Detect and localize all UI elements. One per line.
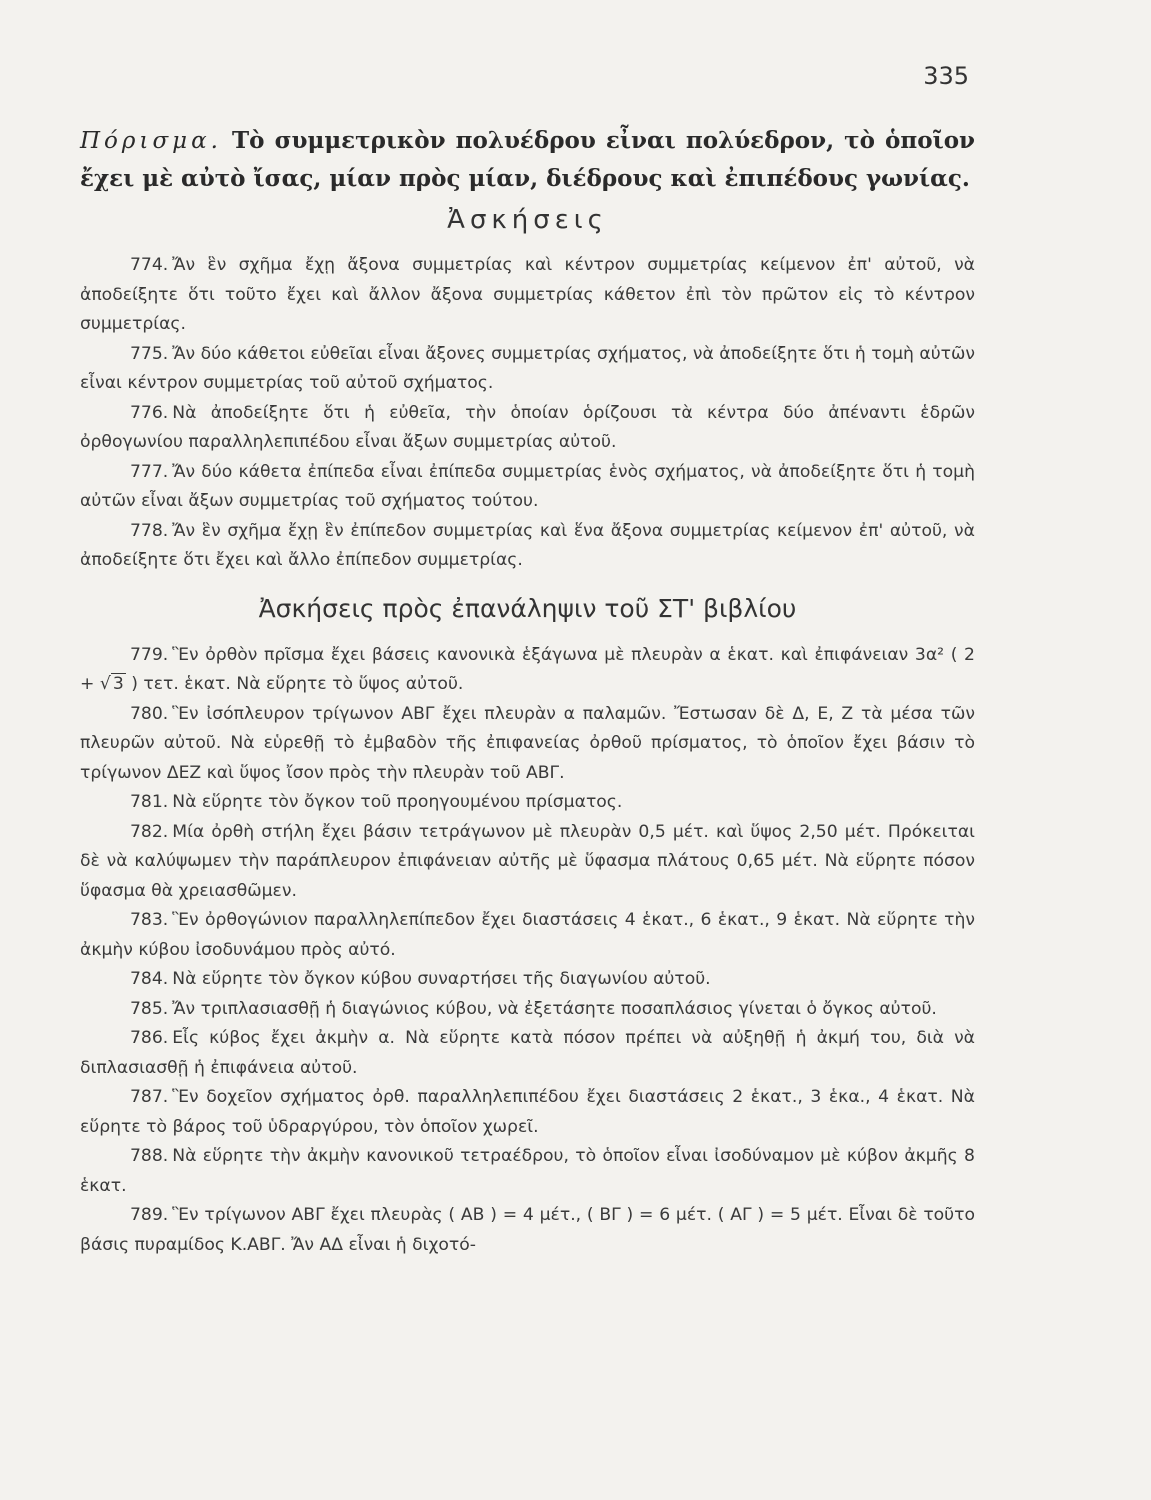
page-content (80, 122, 975, 1260)
exercise-list-2 (80, 641, 975, 1261)
page-number: 335 (923, 62, 969, 90)
exercise-text: Ἄν δύο κάθετοι εὐθεῖαι εἶναι ἄξονες συμμετρίας σχήματος, νὰ ἀποδείξητε ὅτι ἡ τομὴ αὐτῶν εἶναι κέντρον συμμετρίας τοῦ αὐτοῦ σχήματος. (80, 343, 975, 393)
exercise-text: Ἄν δύο κάθετα ἐπίπεδα εἶναι ἐπίπεδα συμμετρίας ἑνὸς σχήματος, νὰ ἀποδείξητε ὅτι ἡ τομὴ αὐτῶν εἶναι ἄξων συμμετρίας τοῦ σχήματος τούτου. (80, 461, 975, 511)
exercise-785 (80, 995, 975, 1025)
exercise-number: 782. (130, 821, 169, 842)
exercise-text: Ἓν τρίγωνον ΑΒΓ ἔχει πλευρὰς ( ΑΒ ) = 4 μέτ., ( ΒΓ ) = 6 μέτ. ( ΑΓ ) = 5 μέτ. Εἶναι δὲ τοῦτο βάσις πυραμίδος Κ.ΑΒΓ. Ἄν ΑΔ εἶναι ἡ διχοτό- (80, 1205, 975, 1255)
exercise-number: 780. (130, 703, 169, 724)
porisma-text: Τὸ συμμετρικὸν πολυέδρου εἶναι πολύεδρον, τὸ ὁποῖον ἔχει μὲ αὐτὸ ἴσας, μίαν πρὸς μίαν, διέδρους καὶ ἐπιπέδους γωνίας. (80, 127, 976, 192)
exercise-text: Ἄν ἓν σχῆμα ἔχῃ ἄξονα συμμετρίας καὶ κέντρον συμμετρίας κείμενον ἐπ' αὐτοῦ, νὰ ἀποδείξητε ὅτι τοῦτο ἔχει καὶ ἄλλον ἄξονα συμμετρίας κάθετον ἐπὶ τὸν πρῶτον εἰς τὸ κέντρον συμμετρίας. (80, 255, 975, 334)
exercise-775 (80, 340, 975, 399)
exercise-777 (80, 458, 975, 517)
exercise-list-1 (80, 251, 975, 576)
exercise-number: 776. (130, 402, 169, 423)
exercise-781 (80, 788, 975, 818)
section-heading-review-exercises: Ἀσκήσεις πρὸς ἐπανάληψιν τοῦ ΣΤ' βιβλίου (258, 593, 797, 623)
exercise-number: 784. (130, 969, 169, 989)
exercise-text: Ἓν ὀρθογώνιον παραλληλεπίπεδον ἔχει διαστάσεις 4 ἑκατ., 6 ἑκατ., 9 ἑκατ. Νὰ εὕρητε τὴν ἀκμὴν κύβου ἰσοδυνάμου πρὸς αὐτό. (80, 910, 975, 960)
exercise-number: 775. (130, 343, 169, 364)
exercise-789 (80, 1201, 975, 1260)
exercise-text: Νὰ εὕρητε τὸν ὄγκον κύβου συναρτήσει τῆς διαγωνίου αὐτοῦ. (172, 969, 711, 989)
exercise-779 (80, 641, 975, 700)
exercise-783 (80, 906, 975, 965)
exercise-number: 788. (130, 1146, 169, 1166)
exercise-text-end: ) τετ. ἑκατ. Νὰ εὕρητε τὸ ὕψος αὐτοῦ. (125, 674, 464, 694)
exercise-number: 774. (130, 255, 169, 275)
exercise-text: Μία ὀρθὴ στήλη ἔχει βάσιν τετράγωνον μὲ πλευρὰν 0,5 μέτ. καὶ ὕψος 2,50 μέτ. Πρόκειται δὲ νὰ καλύψωμεν τὴν παράπλευρον ἐπιφάνειαν αὐτῆς μὲ ὕφασμα πλάτους 0,65 μέτ. Νὰ εὕρητε πόσον ὕφασμα θὰ χρειασθῶμεν. (80, 821, 975, 901)
exercise-text: Εἷς κύβος ἔχει ἀκμὴν α. Νὰ εὕρητε κατὰ πόσον πρέπει νὰ αὐξηθῇ ἡ ἀκμή του, διὰ νὰ διπλασιασθῇ ἡ ἐπιφάνεια αὐτοῦ. (80, 1028, 975, 1078)
exercise-number: 779. (130, 644, 169, 665)
exercise-text: Νὰ εὕρητε τὸν ὄγκον τοῦ προηγουμένου πρίσματος. (172, 792, 623, 812)
exercise-786 (80, 1024, 975, 1083)
exercise-text: Ἓν δοχεῖον σχήματος ὀρθ. παραλληλεπιπέδου ἔχει διαστάσεις 2 ἑκατ., 3 ἑκα., 4 ἑκατ. Νὰ εὕρητε τὸ βάρος τοῦ ὑδραργύρου, τὸν ὁποῖον χωρεῖ. (80, 1087, 975, 1137)
exercise-782 (80, 818, 975, 907)
exercise-number: 777. (130, 461, 169, 482)
sqrt-radicand: 3 (112, 674, 124, 694)
exercise-774 (80, 251, 975, 340)
exercise-778 (80, 517, 975, 576)
section-heading-exercises: Ἀσκήσεις (447, 205, 608, 235)
exercise-text: Ἄν ἓν σχῆμα ἔχῃ ἓν ἐπίπεδον συμμετρίας καὶ ἕνα ἄξονα συμμετρίας κείμενον ἐπ' αὐτοῦ, νὰ ἀποδείξητε ὅτι ἔχει καὶ ἄλλο ἐπίπεδον συμμετρίας. (80, 520, 975, 570)
exercise-number: 783. (130, 910, 169, 930)
exercise-text: Ἄν τριπλασιασθῇ ἡ διαγώνιος κύβου, νὰ ἐξετάσητε ποσαπλάσιος γίνεται ὁ ὄγκος αὐτοῦ. (172, 998, 937, 1019)
exercise-text: Ἓν ὀρθὸν πρῖσμα ἔχει βάσεις κανονικὰ ἑξάγωνα μὲ πλευρὰν α ἑκατ. καὶ ἐπιφάνειαν 3α² ( 2 + √ (80, 644, 975, 694)
porisma-label: Πόρισμα. (80, 128, 222, 154)
exercise-text: Νὰ ἀποδείξητε ὅτι ἡ εὐθεῖα, τὴν ὁποίαν ὁρίζουσι τὰ κέντρα δύο ἀπέναντι ἑδρῶν ὀρθογωνίου παραλληλεπιπέδου εἶναι ἄξων συμμετρίας αὐτοῦ. (80, 402, 975, 452)
exercise-number: 786. (130, 1028, 169, 1048)
exercise-text: Ἓν ἰσόπλευρον τρίγωνον ΑΒΓ ἔχει πλευρὰν α παλαμῶν. Ἔστωσαν δὲ Δ, Ε, Ζ τὰ μέσα τῶν πλευρῶν αὐτοῦ. Νὰ εὑρεθῇ τὸ ἐμβαδὸν τῆς ἐπιφανείας ὀρθοῦ πρίσματος, τὸ ὁποῖον ἔχει βάσιν τὸ τρίγωνον ΔΕΖ καὶ ὕψος ἴσον πρὸς τὴν πλευρὰν τοῦ ΑΒΓ. (80, 703, 975, 783)
porisma-paragraph (80, 122, 975, 197)
exercise-text: Νὰ εὕρητε τὴν ἀκμὴν κανονικοῦ τετραέδρου, τὸ ὁποῖον εἶναι ἰσοδύναμον μὲ κύβον ἀκμῆς 8 ἑκατ. (80, 1146, 975, 1196)
exercise-780 (80, 700, 975, 789)
exercise-787 (80, 1083, 975, 1142)
exercise-784 (80, 965, 975, 995)
exercise-number: 789. (130, 1205, 169, 1225)
exercise-number: 778. (130, 520, 169, 541)
exercise-number: 781. (130, 792, 169, 812)
exercise-776 (80, 399, 975, 458)
exercise-number: 785. (130, 998, 169, 1019)
exercise-788 (80, 1142, 975, 1201)
exercise-number: 787. (130, 1087, 169, 1107)
